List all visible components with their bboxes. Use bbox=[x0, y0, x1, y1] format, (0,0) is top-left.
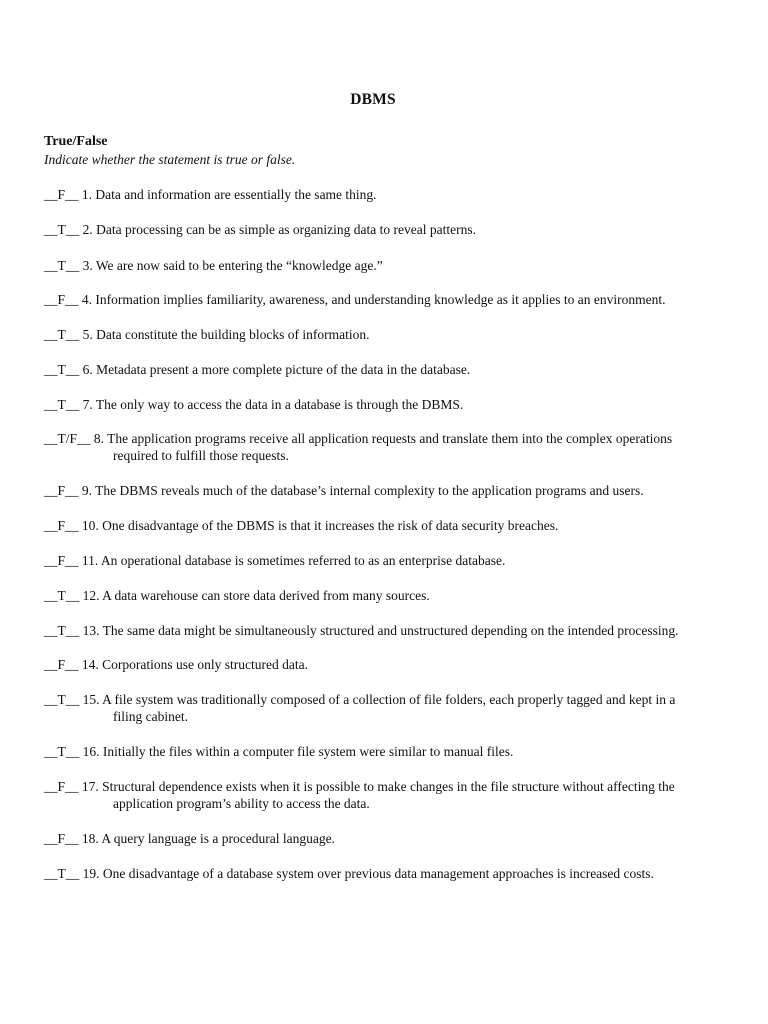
answer-mark: __F__ bbox=[44, 292, 79, 307]
question-text: Corporations use only structured data. bbox=[102, 657, 308, 672]
question-text: The application programs receive all application requests and translate them into the complex operations bbox=[107, 431, 673, 446]
question-number: 13. bbox=[82, 623, 100, 638]
question-number: 3. bbox=[82, 258, 93, 273]
question-18 bbox=[44, 830, 704, 847]
question-text-continued: application program’s ability to access the data. bbox=[113, 796, 370, 811]
answer-mark: __F__ bbox=[44, 657, 79, 672]
question-number: 6. bbox=[82, 362, 93, 377]
question-10 bbox=[44, 517, 704, 534]
question-number: 15. bbox=[82, 692, 100, 707]
question-14 bbox=[44, 656, 704, 673]
question-number: 9. bbox=[81, 483, 93, 498]
question-text: An operational database is sometimes referred to as an enterprise database. bbox=[100, 553, 506, 568]
question-number: 14. bbox=[81, 657, 99, 672]
question-text: We are now said to be entering the “knowledge age.” bbox=[95, 258, 383, 273]
question-number: 1. bbox=[81, 187, 93, 202]
question-text: A file system was traditionally composed of a collection of file folders, each properly tagged and kept in a bbox=[102, 692, 676, 707]
question-text: Data processing can be as simple as organizing data to reveal patterns. bbox=[96, 222, 476, 237]
question-number: 4. bbox=[81, 292, 93, 307]
question-text: Structural dependence exists when it is possible to make changes in the file structure without affecting the bbox=[102, 779, 675, 794]
question-text: A query language is a procedural language. bbox=[101, 831, 335, 846]
answer-mark: __T__ bbox=[44, 222, 80, 237]
question-text: Initially the files within a computer file system were similar to manual files. bbox=[102, 744, 514, 759]
answer-mark: __F__ bbox=[44, 831, 79, 846]
question-number: 17. bbox=[81, 779, 99, 794]
question-11 bbox=[44, 552, 704, 569]
question-text: The DBMS reveals much of the database’s internal complexity to the application programs and users. bbox=[95, 483, 644, 498]
question-text: A data warehouse can store data derived from many sources. bbox=[102, 588, 430, 603]
question-8 bbox=[44, 430, 704, 464]
question-number: 12. bbox=[82, 588, 100, 603]
question-text-continued: required to fulfill those requests. bbox=[113, 448, 289, 463]
question-15 bbox=[44, 691, 704, 725]
question-number: 19. bbox=[82, 866, 100, 881]
question-3 bbox=[44, 257, 704, 274]
question-1 bbox=[44, 186, 704, 203]
question-text: One disadvantage of a database system over previous data management approaches is increased costs. bbox=[102, 866, 654, 881]
question-number: 16. bbox=[82, 744, 100, 759]
question-number: 11. bbox=[81, 553, 99, 568]
question-12 bbox=[44, 587, 704, 604]
question-17 bbox=[44, 778, 704, 812]
section-instructions: Indicate whether the statement is true or false. bbox=[44, 152, 296, 167]
answer-mark: __T__ bbox=[44, 327, 80, 342]
answer-mark: __T__ bbox=[44, 588, 80, 603]
answer-mark: __F__ bbox=[44, 518, 79, 533]
question-number: 10. bbox=[81, 518, 99, 533]
question-7 bbox=[44, 396, 704, 413]
question-4 bbox=[44, 291, 704, 308]
section-heading: True/False bbox=[44, 134, 108, 149]
question-text: Data constitute the building blocks of information. bbox=[96, 327, 370, 342]
answer-mark: __T__ bbox=[44, 623, 80, 638]
question-text: Metadata present a more complete picture of the data in the database. bbox=[96, 362, 471, 377]
answer-mark: __F__ bbox=[44, 187, 79, 202]
answer-mark: __F__ bbox=[44, 483, 79, 498]
question-text: One disadvantage of the DBMS is that it increases the risk of data security breaches. bbox=[102, 518, 559, 533]
page-title: DBMS bbox=[350, 91, 396, 108]
question-6 bbox=[44, 361, 704, 378]
question-text: Information implies familiarity, awareness, and understanding knowledge as it applies to an environment. bbox=[95, 292, 666, 307]
answer-mark: __T__ bbox=[44, 692, 80, 707]
question-16 bbox=[44, 743, 704, 760]
question-13 bbox=[44, 622, 704, 639]
question-text: The same data might be simultaneously structured and unstructured depending on the intended processing. bbox=[102, 623, 679, 638]
question-9 bbox=[44, 482, 704, 499]
question-19 bbox=[44, 865, 704, 882]
answer-mark: __T__ bbox=[44, 362, 80, 377]
answer-mark: __T__ bbox=[44, 258, 80, 273]
answer-mark: __T__ bbox=[44, 397, 80, 412]
answer-mark: __T__ bbox=[44, 744, 80, 759]
answer-mark: __T__ bbox=[44, 866, 80, 881]
question-text-continued: filing cabinet. bbox=[113, 709, 188, 724]
question-number: 5. bbox=[82, 327, 93, 342]
question-2 bbox=[44, 221, 704, 238]
question-number: 7. bbox=[82, 397, 93, 412]
question-number: 8. bbox=[93, 431, 105, 446]
answer-mark: __F__ bbox=[44, 779, 79, 794]
question-number: 2. bbox=[82, 222, 93, 237]
answer-mark: __T/F__ bbox=[44, 431, 91, 446]
answer-mark: __F__ bbox=[44, 553, 79, 568]
question-5 bbox=[44, 326, 704, 343]
question-number: 18. bbox=[81, 831, 99, 846]
question-text: The only way to access the data in a database is through the DBMS. bbox=[95, 397, 464, 412]
question-text: Data and information are essentially the same thing. bbox=[95, 187, 377, 202]
